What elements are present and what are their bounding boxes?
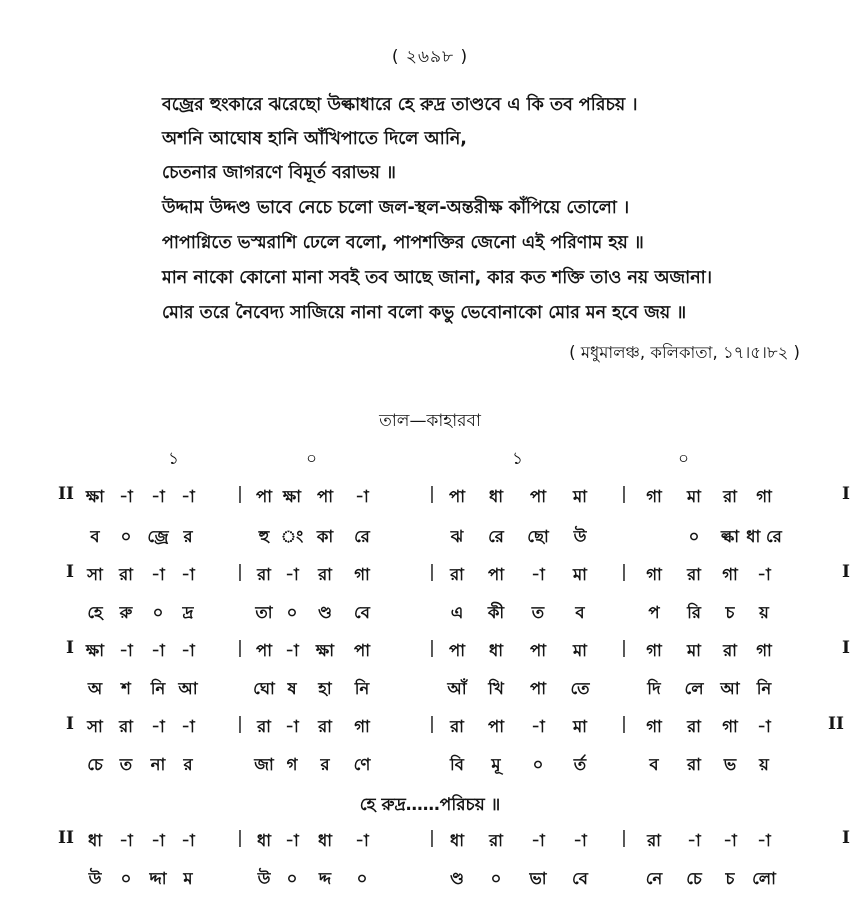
swara-note: পা (449, 641, 465, 660)
swara-note: গা (646, 487, 662, 506)
lyric-syllable: এ (450, 603, 464, 622)
lyric-syllable: আ (720, 679, 740, 698)
swara-note: -া (151, 717, 165, 736)
swara-note: রা (489, 831, 503, 850)
lyric-syllable: য় (759, 755, 769, 774)
swara-note: -া (687, 831, 701, 850)
vibhag-separator: | (237, 714, 243, 734)
swara-note: -া (181, 487, 195, 506)
lyric-syllable: উ (88, 869, 102, 888)
lyric-syllable: ঝ (450, 527, 464, 546)
swara-note: -া (285, 565, 299, 584)
lyric-syllable: প (648, 603, 660, 622)
lyric-line: অশনি আঘোষ হানি আঁখিপাতে দিলে আনি, (162, 129, 467, 149)
swara-note: গা (646, 565, 662, 584)
lyric-syllable: অ (87, 679, 103, 698)
bar-line-start: II (58, 484, 74, 504)
vibhag-separator: | (429, 714, 435, 734)
lyric-syllable: ০ (356, 869, 368, 888)
lyric-syllable: দি (647, 679, 661, 698)
swara-note: রা (723, 641, 737, 660)
swara-note: রা (318, 565, 332, 584)
lyric-syllable: ণে (353, 755, 371, 774)
lyric-syllable: ণ্ড (318, 603, 332, 622)
swara-note: -া (757, 717, 771, 736)
vibhag-separator: | (429, 562, 435, 582)
lyric-syllable: ল্কা (720, 527, 740, 546)
lyric-syllable: ভ (723, 755, 737, 774)
swara-note: ক্ষা (282, 487, 302, 506)
lyric-line: মান নাকো কোনো মানা সবই তব আছে জানা, কার কত শক্তি তাও নয় অজানা। (162, 268, 712, 288)
lyric-syllable: বি (450, 755, 464, 774)
beat-marker: ১ (512, 449, 524, 469)
lyric-line: উদ্দাম উদ্দণ্ড ভাবে নেচে চলো জল-স্থল-অন্তরীক্ষ কাঁপিয়ে তোলো । (162, 198, 630, 218)
swara-note: রা (257, 565, 271, 584)
swara-note: -া (757, 565, 771, 584)
lyric-syllable: ণ্ড (450, 869, 464, 888)
lyric-syllable: দ্দা (149, 869, 167, 888)
swara-note: মা (687, 641, 701, 660)
lyric-syllable: ম (183, 869, 193, 888)
vibhag-separator: | (237, 484, 243, 504)
lyric-syllable: রি (687, 603, 701, 622)
swara-note: পা (256, 641, 272, 660)
lyric-line: পাপাগ্নিতে ভস্মরাশি ঢেলে বলো, পাপশক্তির জেনো এই পরিণাম হয় ॥ (162, 233, 644, 253)
beat-marker: ১ (168, 449, 180, 469)
swara-note: ধা (87, 831, 103, 850)
refrain-cue: হে রুদ্র……পরিচয় ॥ (359, 795, 501, 815)
swara-note: ক্ষা (315, 641, 335, 660)
swara-note: -া (531, 717, 545, 736)
swara-note: পা (530, 641, 546, 660)
lyric-syllable: তে (570, 679, 590, 698)
lyric-syllable: ০ (490, 869, 502, 888)
swara-note: রা (687, 565, 701, 584)
lyric-syllable: জ্রে (147, 527, 169, 546)
lyric-syllable: ০ (152, 603, 164, 622)
swara-note: -া (181, 641, 195, 660)
swara-note: ধা (488, 641, 504, 660)
swara-note: -া (573, 831, 587, 850)
vibhag-separator: | (621, 562, 627, 582)
lyric-syllable: য় (759, 603, 769, 622)
swara-note: মা (687, 487, 701, 506)
swara-note: রা (318, 717, 332, 736)
beat-marker: ০ (678, 449, 690, 469)
lyric-syllable: ত (531, 603, 545, 622)
swara-note: গা (722, 717, 738, 736)
swara-note: গা (756, 641, 772, 660)
lyric-syllable: ধা রে (746, 527, 782, 546)
lyric-syllable: নে (645, 869, 663, 888)
bar-line-start: I (66, 638, 74, 658)
lyric-syllable: ০ (286, 869, 298, 888)
swara-note: ধা (256, 831, 272, 850)
lyric-syllable: রে (354, 527, 370, 546)
lyric-syllable: রে (488, 527, 504, 546)
beat-marker: ০ (306, 449, 318, 469)
bar-line-end: I (842, 484, 850, 504)
swara-note: রা (647, 831, 661, 850)
lyric-syllable: চ (725, 603, 735, 622)
swara-note: -া (151, 641, 165, 660)
lyric-syllable: ব (90, 527, 100, 546)
swara-note: রা (119, 565, 133, 584)
swara-note: -া (119, 831, 133, 850)
swara-note: ধা (449, 831, 465, 850)
swara-note: -া (181, 717, 195, 736)
lyric-syllable: শ (121, 679, 131, 698)
lyric-syllable: নি (354, 679, 370, 698)
vibhag-separator: | (621, 638, 627, 658)
swara-note: রা (450, 717, 464, 736)
lyric-syllable: হু (258, 527, 270, 546)
swara-note: -া (285, 641, 299, 660)
vibhag-separator: | (429, 638, 435, 658)
lyric-syllable: চ (725, 869, 735, 888)
bar-line-end: I (842, 638, 850, 658)
lyric-syllable: ০ (120, 527, 132, 546)
swara-note: গা (646, 717, 662, 736)
lyric-line: চেতনার জাগরণে বিমূর্ত বরাভয় ॥ (162, 163, 396, 183)
lyric-syllable: চে (686, 869, 702, 888)
swara-note: -া (757, 831, 771, 850)
lyric-syllable: ০ (286, 603, 298, 622)
lyric-syllable: ব (649, 755, 659, 774)
lyric-syllable: ষ (287, 679, 297, 698)
swara-note: গা (756, 487, 772, 506)
lyric-syllable: ০ (532, 755, 544, 774)
lyric-syllable: খি (488, 679, 504, 698)
swara-note: -া (151, 565, 165, 584)
vibhag-separator: | (429, 484, 435, 504)
swara-note: পা (449, 487, 465, 506)
page-number: ( ২৬৯৮ ) (391, 47, 469, 67)
lyric-syllable: রু (119, 603, 133, 622)
lyric-syllable: হে (87, 603, 103, 622)
lyric-syllable: চে (87, 755, 103, 774)
lyric-line: মোর তরে নৈবেদ্য সাজিয়ে নানা বলো কভু ভেবোনাকো মোর মন হবে জয় ॥ (162, 303, 687, 323)
swara-note: গা (354, 565, 370, 584)
swara-note: পা (317, 487, 333, 506)
swara-note: সা (87, 565, 103, 584)
source-citation: ( মধুমালঞ্চ, কলিকাতা, ১৭।৫।৮২ ) (569, 343, 800, 362)
swara-note: পা (488, 717, 504, 736)
swara-note: রা (119, 717, 133, 736)
lyric-syllable: নি (756, 679, 772, 698)
swara-note: -া (119, 641, 133, 660)
lyric-syllable: ং (280, 527, 304, 546)
swara-note: পা (354, 641, 370, 660)
swara-note: -া (181, 831, 195, 850)
lyric-syllable: রা (687, 755, 701, 774)
swara-note: -া (285, 831, 299, 850)
swara-note: পা (530, 487, 546, 506)
swara-note: -া (531, 831, 545, 850)
swara-note: -া (285, 717, 299, 736)
vibhag-separator: | (429, 828, 435, 848)
swara-note: -া (181, 565, 195, 584)
lyric-line: বজ্রের হুংকারে ঝরেছো উল্কাধারে হে রুদ্র তাণ্ডবে এ কি তব পরিচয় । (162, 95, 638, 115)
lyric-syllable: পা (530, 679, 546, 698)
vibhag-separator: | (237, 562, 243, 582)
lyric-syllable: হা (318, 679, 332, 698)
swara-note: -া (355, 487, 369, 506)
swara-note: পা (256, 487, 272, 506)
lyric-syllable: ভা (529, 869, 547, 888)
lyric-syllable: লে (684, 679, 704, 698)
swara-note: গা (646, 641, 662, 660)
lyric-syllable: আঁ (447, 679, 467, 698)
swara-note: রা (723, 487, 737, 506)
lyric-syllable: বে (354, 603, 370, 622)
lyric-syllable: র (183, 527, 193, 546)
swara-note: গা (722, 565, 738, 584)
bar-line-end: I (842, 562, 850, 582)
bar-line-end: II (828, 714, 844, 734)
vibhag-separator: | (621, 714, 627, 734)
lyric-syllable: কী (487, 603, 505, 622)
lyric-syllable: আ (178, 679, 198, 698)
vibhag-separator: | (237, 828, 243, 848)
lyric-syllable: নি (150, 679, 166, 698)
lyric-syllable: দ্দ (318, 869, 332, 888)
lyric-syllable: গ (286, 755, 298, 774)
lyric-syllable: ব (575, 603, 585, 622)
lyric-syllable: উ (573, 527, 587, 546)
swara-note: রা (257, 717, 271, 736)
lyric-syllable: ০ (688, 527, 700, 546)
lyric-syllable: লো (752, 869, 776, 888)
swara-note: ক্ষা (85, 641, 105, 660)
lyric-syllable: উ (257, 869, 271, 888)
lyric-syllable: দ্র (182, 603, 194, 622)
bar-line-start: I (66, 714, 74, 734)
bar-line-start: I (66, 562, 74, 582)
lyric-syllable: র (320, 755, 330, 774)
lyric-syllable: ত (119, 755, 133, 774)
lyric-syllable: ছো (527, 527, 549, 546)
vibhag-separator: | (621, 828, 627, 848)
bar-line-start: II (58, 828, 74, 848)
vibhag-separator: | (621, 484, 627, 504)
swara-note: ধা (317, 831, 333, 850)
swara-note: মা (573, 487, 587, 506)
lyric-syllable: মূ (491, 755, 501, 774)
swara-note: গা (354, 717, 370, 736)
swara-note: -া (531, 565, 545, 584)
lyric-syllable: বে (572, 869, 588, 888)
swara-note: সা (87, 717, 103, 736)
lyric-syllable: তা (255, 603, 273, 622)
swara-note: -া (119, 487, 133, 506)
lyric-syllable: ঘো (253, 679, 275, 698)
swara-note: রা (687, 717, 701, 736)
lyric-syllable: র্ত (573, 755, 587, 774)
lyric-syllable: ০ (120, 869, 132, 888)
lyric-syllable: না (150, 755, 166, 774)
swara-note: ক্ষা (85, 487, 105, 506)
swara-note: পা (488, 565, 504, 584)
taal-heading: তাল—কাহারবা (379, 411, 481, 431)
swara-note: -া (723, 831, 737, 850)
swara-note: মা (573, 565, 587, 584)
swara-note: ধা (488, 487, 504, 506)
swara-note: -া (151, 831, 165, 850)
bar-line-end: I (842, 828, 850, 848)
lyric-syllable: জা (254, 755, 274, 774)
swara-note: -া (355, 831, 369, 850)
lyric-syllable: কা (316, 527, 334, 546)
swara-note: মা (573, 717, 587, 736)
vibhag-separator: | (237, 638, 243, 658)
swara-note: রা (450, 565, 464, 584)
lyric-syllable: র (183, 755, 193, 774)
swara-note: মা (573, 641, 587, 660)
swara-note: -া (151, 487, 165, 506)
